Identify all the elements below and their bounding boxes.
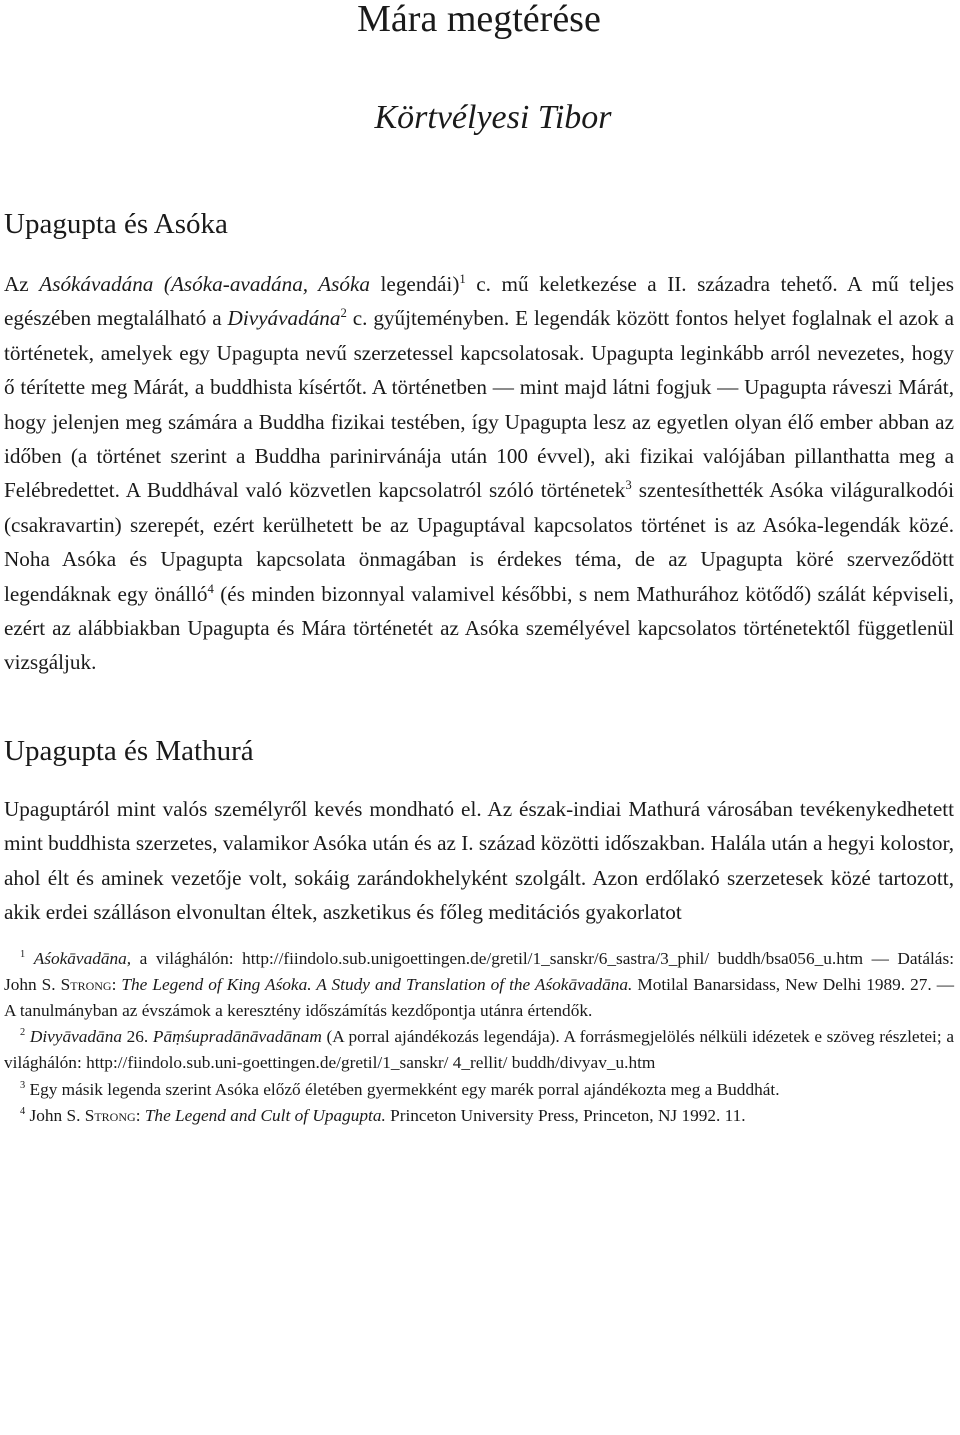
footnote-1 — [4, 946, 954, 1025]
italic-text: Pāṃśupradānāvadānam — [152, 1027, 322, 1047]
footnote-marker: 4 — [20, 1105, 26, 1117]
footnote-marker: 1 — [20, 948, 26, 960]
text-run: Egy másik legenda szerint Asóka előző életében gyermekként egy marék porral ajándékozta meg a Buddhát. — [25, 1079, 780, 1099]
italic-text: The Legend and Cult of Upagupta. — [144, 1105, 386, 1125]
italic-text: Divyāvadāna — [29, 1027, 122, 1047]
text-run: (A porral ajándékozás legendája). A forrásmegjelölés nélküli idézetek e szöveg részletei; a világhálón: http://fiindolo.sub.uni-goettingen.de/gretil/1_sanskr/ 4_rellit/ buddh/divyav_u.htm — [4, 1027, 954, 1073]
italic-text: Asókávadána (Asóka-avadána, Asóka — [39, 272, 371, 296]
section-heading-upagupta-mathura: Upagupta és Mathurá — [4, 734, 254, 767]
footnote-marker: 1 — [459, 271, 466, 286]
body-paragraph — [4, 792, 954, 930]
section-heading-upagupta-asoka: Upagupta és Asóka — [4, 208, 228, 240]
italic-text: Aśokāvadāna, — [33, 948, 132, 968]
text-run: 26. — [121, 1027, 153, 1047]
small-caps-text: Strong — [84, 1105, 136, 1125]
text-run: (és minden bizonnyal valamivel későbbi, s nem Mathurához kötődő) szálát képviseli, ezért az alábbiakban Upagupta és Mára történetét az Asóka személyével kapcsolatos történetektől függetlenül vizsgáljuk. — [4, 581, 954, 675]
text-run: Az — [4, 272, 40, 296]
footnote-4 — [4, 1103, 954, 1129]
footnote-marker: 2 — [340, 306, 347, 321]
text-run: szentesíthették Asóka világuralkodói (csakravartin) szerepét, ezért kerülhetett be az Upaguptával kapcsolatos történet is az Asóka-legendák közé. Noha Asóka és Upagupta kapcsolata önmagában is érdekes téma, de az Upagupta köré szerveződött legendáknak egy önálló — [4, 478, 954, 606]
text-run: : — [135, 1105, 145, 1125]
text-run: c. gyűjteményben. E legendák között fontos helyet foglalnak el azok a történetek, amelyek egy Upagupta nevű szerzetessel kapcsolatosak. Upagupta leginkább arról nevezetes, hogy ő térítette meg Márát, a buddhista kísértőt. A történetben — mint majd látni fogjuk — Upagupta ráveszi Márát, hogy jelenjen meg számára a Buddha fizikai testében, így Upagupta lesz az egyetlen olyan élő ember abban az időben (a történet szerint a Buddha parinirvánája után 100 évvel), aki fizikai valójában pillanthatta meg a Felébredettet. A Buddhával való közvetlen kapcsolatról szóló történetek — [4, 306, 955, 503]
author-name: Körtvélyesi Tibor — [374, 99, 612, 136]
small-caps-text: Strong — [60, 974, 112, 994]
text-run — [25, 949, 34, 968]
footnote-marker: 3 — [20, 1079, 26, 1091]
page-title: Mára megtérése — [357, 0, 601, 40]
footnote-2 — [4, 1024, 954, 1076]
text-run: Upaguptáról mint valós személyről kevés mondható el. Az észak-indiai Mathurá városában tevékenykedhetett mint buddhista szerzetes, valamikor Asóka után és az I. század közötti időszakban. Halála után a hegyi kolostor, ahol élt és aminek vezetője volt, sokáig zarándokhelyként szolgált. Azon erdőlakó szerzetesek közé tartozott, akik erdei szálláson elvonultan éltek, aszketikus és főleg meditációs gyakorlatot — [4, 796, 954, 925]
footnote-3 — [4, 1077, 954, 1103]
text-run: a világhálón: http://fiindolo.sub.unigoettingen.de/gretil/1_sanskr/6_sastra/3_phil/ buddh/bsa056_u.htm — Datálás: John S. — [4, 948, 954, 994]
footnotes — [4, 946, 954, 1129]
footnote-marker: 3 — [625, 478, 632, 493]
body-paragraph — [4, 267, 954, 680]
footnote-marker: 4 — [207, 581, 214, 596]
italic-text: The Legend of King Aśoka. A Study and Translation of the Aśokāvadāna. — [121, 974, 633, 994]
text-run: : — [111, 974, 122, 994]
text-run: John S. — [25, 1105, 85, 1125]
italic-text: Divyávadána — [227, 306, 341, 331]
text-run: Princeton University Press, Princeton, NJ 1992. 11. — [385, 1105, 746, 1125]
footnote-marker: 2 — [20, 1027, 26, 1039]
text-run: legendái) — [370, 272, 460, 296]
text-run: c. mű keletkezése a II. századra tehető. A mű teljes egészében megtalálható a — [4, 272, 954, 331]
text-run: Motilal Banarsidass, New Delhi 1989. 27. — A tanulmányban az évszámok a keresztény időszámítás kezdőpontja utánra értendők. — [4, 974, 954, 1020]
